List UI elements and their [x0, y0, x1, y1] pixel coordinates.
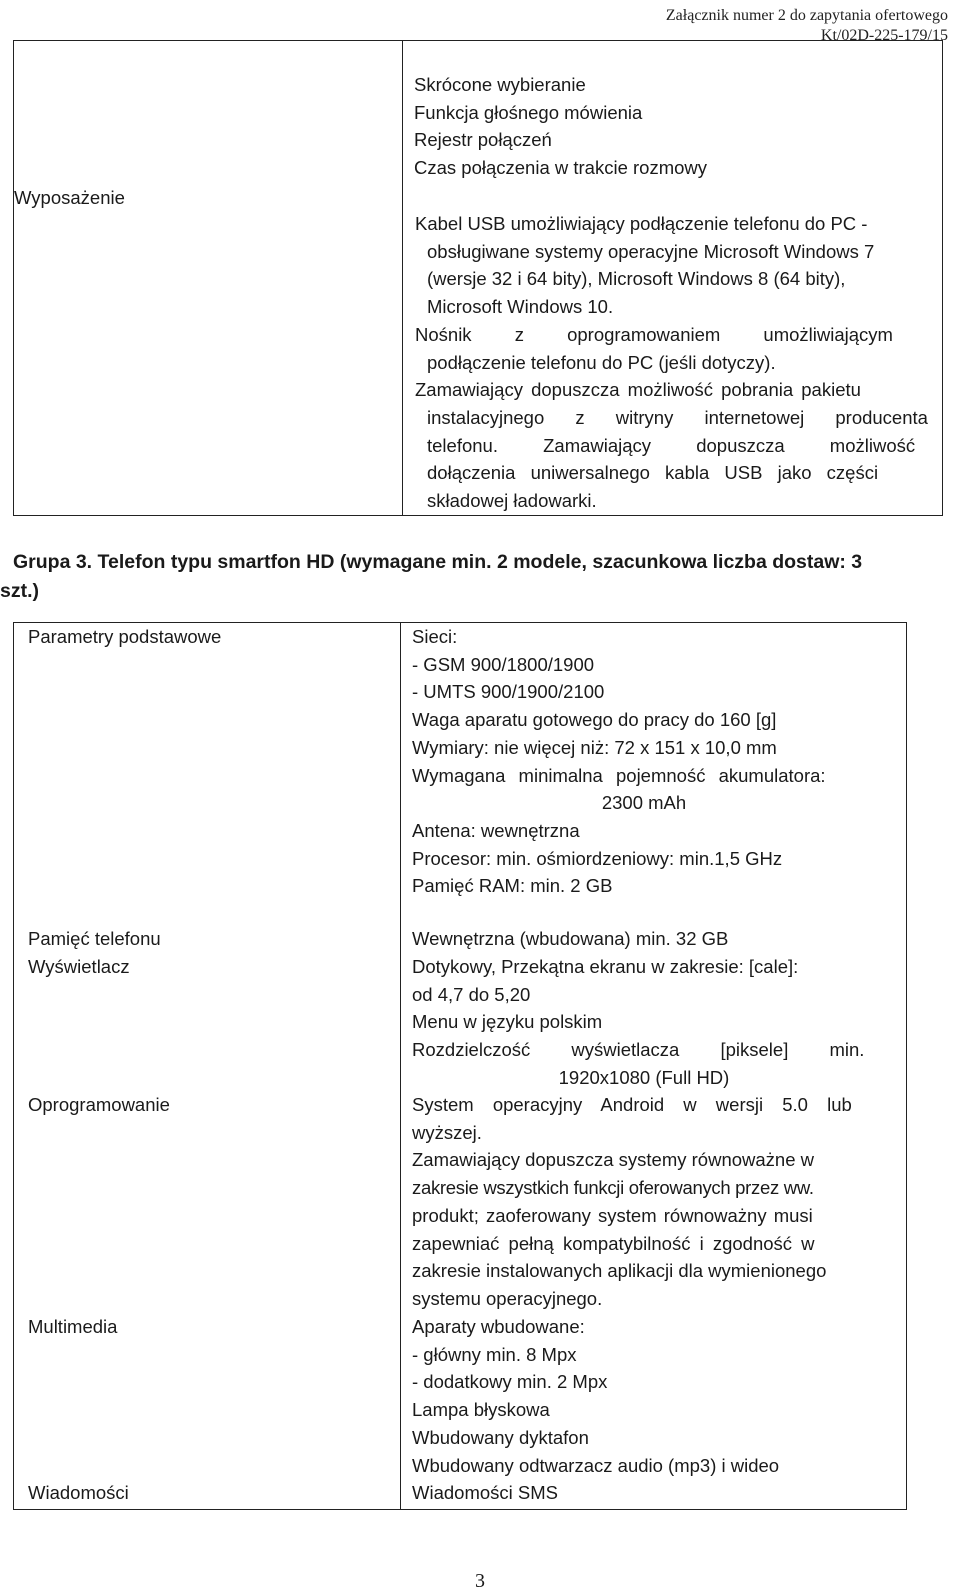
- spec-line: Sieci:: [412, 626, 458, 647]
- spec-line: System operacyjny Android w wersji 5.0 lub: [412, 1094, 852, 1115]
- spec-line: Zamawiający dopuszcza systemy równoważne w: [412, 1149, 815, 1171]
- description-line: (wersje 32 i 64 bity), Microsoft Windows 8 (64 bity),: [427, 268, 846, 290]
- spec-line: systemu operacyjnego.: [412, 1287, 603, 1309]
- description-line: telefonu. Zamawiający dopuszcza możliwość: [427, 434, 916, 456]
- description-text: Kabel USB umożliwiający podłączenie telefonu do PC -: [415, 213, 868, 234]
- spec-line: Wiadomości SMS: [412, 1482, 558, 1503]
- description-line: Zamawiający dopuszcza możliwość pobrania pakietu: [415, 379, 861, 401]
- spec-line: Wbudowany dyktafon: [412, 1426, 589, 1448]
- spec-line: Rozdzielczość wyświetlacza [piksele] min.: [412, 1039, 865, 1061]
- column-divider: [400, 623, 401, 1509]
- spec-line: - dodatkowy min. 2 Mpx: [412, 1371, 608, 1393]
- spec-line: Wbudowany odtwarzacz audio (mp3) i wideo: [412, 1454, 780, 1476]
- spec-line: Wymiary: nie więcej niż: 72 x 151 x 10,0 mm: [412, 736, 777, 758]
- spec-line: Procesor: min. ośmiordzeniowy: min.1,5 GHz: [412, 847, 783, 869]
- equipment-features: [414, 71, 914, 182]
- description-line: [415, 210, 927, 238]
- basic-parameters-values: [412, 623, 876, 900]
- spec-line: 1920x1080 (Full HD): [558, 1066, 730, 1088]
- description-line: Nośnik z oprogramowaniem umożliwiającym: [415, 323, 893, 345]
- equipment-table: [13, 40, 943, 516]
- description-line: dołączenia uniwersalnego kabla USB jako części: [427, 462, 879, 484]
- spec-line: - GSM 900/1800/1900: [412, 653, 595, 675]
- description-line: podłączenie telefonu do PC (jeśli dotyczy).: [427, 351, 776, 373]
- column-divider: [402, 41, 403, 515]
- spec-line: Wymagana minimalna pojemność akumulatora:: [412, 764, 826, 786]
- description-line: składowej ładowarki.: [427, 490, 597, 512]
- feature-line: Funkcja głośnego mówienia: [414, 101, 643, 123]
- spec-line: zakresie instalowanych aplikacji dla wymienionego: [412, 1260, 827, 1282]
- spec-line: Dotykowy, Przekątna ekranu w zakresie: [cale]:: [412, 956, 799, 977]
- phone-memory-values: [412, 925, 876, 953]
- label-messages: Wiadomości: [28, 1482, 129, 1503]
- spec-line: wyższej.: [412, 1121, 482, 1143]
- feature-line: Czas połączenia w trakcie rozmowy: [414, 157, 708, 179]
- spec-line: Pamięć RAM: min. 2 GB: [412, 875, 613, 897]
- label-phone-memory: Pamięć telefonu: [28, 928, 161, 949]
- equipment-label: Wyposażenie: [14, 187, 125, 208]
- label-display: Wyświetlacz: [28, 956, 130, 977]
- messages-values: [412, 1479, 876, 1507]
- feature-line: Rejestr połączeń: [414, 129, 552, 151]
- spec-line: 2300 mAh: [601, 792, 687, 814]
- header-reference-number: Kt/02D-225-179/15: [820, 27, 948, 44]
- description-line: Microsoft Windows 10.: [427, 296, 614, 318]
- usb-cable-description: [415, 210, 927, 515]
- software-values: [412, 1091, 876, 1313]
- label-software: Oprogramowanie: [28, 1094, 170, 1115]
- display-values: [412, 953, 876, 1092]
- spec-line: - główny min. 8 Mpx: [412, 1343, 577, 1365]
- description-line: obsługiwane systemy operacyjne Microsoft Windows 7: [427, 240, 875, 262]
- spec-line: - UMTS 900/1900/2100: [412, 681, 605, 703]
- spec-line: od 4,7 do 5,20: [412, 983, 531, 1005]
- spec-line: Aparaty wbudowane:: [412, 1316, 585, 1337]
- spec-line: zakresie wszystkich funkcji oferowanych przez ww.: [412, 1177, 814, 1199]
- spec-line: zapewniać pełną kompatybilność i zgodność w: [412, 1232, 815, 1254]
- group-heading: [0, 548, 863, 606]
- spec-line: Wewnętrzna (wbudowana) min. 32 GB: [412, 928, 729, 949]
- description-line: instalacyjnego z witryny internetowej producenta: [427, 406, 928, 428]
- spec-line: produkt; zaoferowany system równoważny musi: [412, 1204, 813, 1226]
- header-attachment-title: Załącznik numer 2 do zapytania ofertowego: [665, 7, 948, 24]
- page-number: 3: [475, 1570, 485, 1592]
- spec-line: Antena: wewnętrzna: [412, 819, 580, 841]
- label-multimedia: Multimedia: [28, 1316, 118, 1337]
- spec-line: Waga aparatu gotowego do pracy do 160 [g]: [412, 709, 777, 731]
- group-heading-line: Grupa 3. Telefon typu smartfon HD (wymagane min. 2 modele, szacunkowa liczba dostaw: 3: [13, 551, 863, 573]
- spec-line: Menu w języku polskim: [412, 1011, 603, 1033]
- multimedia-values: [412, 1313, 876, 1479]
- feature-line: Skrócone wybieranie: [414, 74, 586, 95]
- spec-line: Lampa błyskowa: [412, 1399, 550, 1421]
- smartphone-spec-table: [13, 622, 907, 1510]
- group-heading-line: szt.): [0, 580, 39, 602]
- label-basic-parameters: Parametry podstawowe: [28, 626, 222, 647]
